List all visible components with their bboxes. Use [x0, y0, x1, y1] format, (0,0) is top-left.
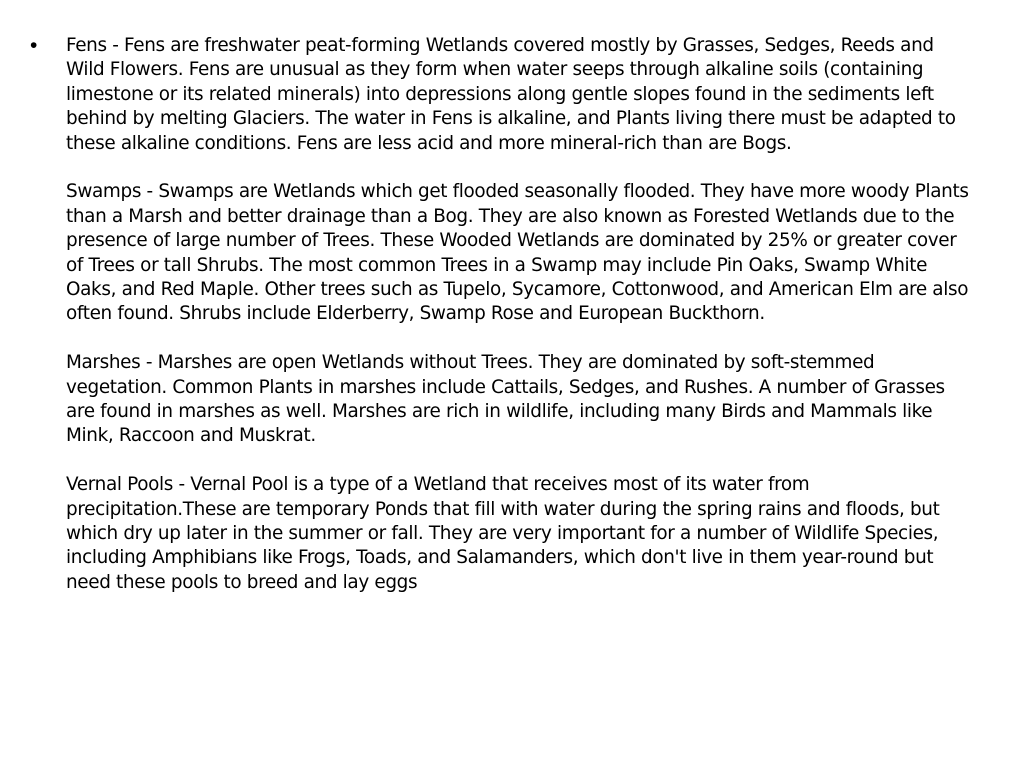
paragraph-fens: Fens - Fens are freshwater peat-forming Wetlands covered mostly by Grasses, Sedges, Reeds and Wild Flowers. Fens are unusual as they form when water seeps through alkaline soils (containing limestone or its related minerals) into depressions along gentle slopes found in the sediments left behind by melting Glaciers. The water in Fens is alkaline, and Plants living there must be adapted to these alkaline conditions. Fens are less acid and more mineral-rich than are Bogs.: [66, 35, 956, 154]
paragraph-marshes: Marshes - Marshes are open Wetlands without Trees. They are dominated by soft-stemmed vegetation. Common Plants in marshes include Cattails, Sedges, and Rushes. A number of Grasses are found in marshes as well. Marshes are rich in wildlife, including many Birds and Mammals like Mink, Raccoon and Muskrat.: [66, 352, 945, 447]
paragraph-swamps: Swamps - Swamps are Wetlands which get flooded seasonally flooded. They have more woody Plants than a Marsh and better drainage than a Bog. They are also known as Forested Wetlands due to the presence of large number of Trees. These Wooded Wetlands are dominated by 25% or greater cover of Trees or tall Shrubs. The most common Trees in a Swamp may include Pin Oaks, Swamp White Oaks, and Red Maple. Other trees such as Tupelo, Sycamore, Cottonwood, and American Elm are also often found. Shrubs include Elderberry, Swamp Rose and European Buckthorn.: [66, 181, 969, 325]
bullet-text: [66, 34, 975, 595]
paragraph-vernal-pools: Vernal Pools - Vernal Pool is a type of a Wetland that receives most of its water from precipitation.These are temporary Ponds that fill with water during the spring rains and floods, but which dry up later in the summer or fall. They are very important for a number of Wildlife Species, including Amphibians like Frogs, Toads, and Salamanders, which don't live in them year-round but need these pools to breed and lay eggs: [66, 474, 940, 593]
bullet-dot-icon: •: [30, 34, 38, 57]
bullet-item: [30, 34, 975, 595]
